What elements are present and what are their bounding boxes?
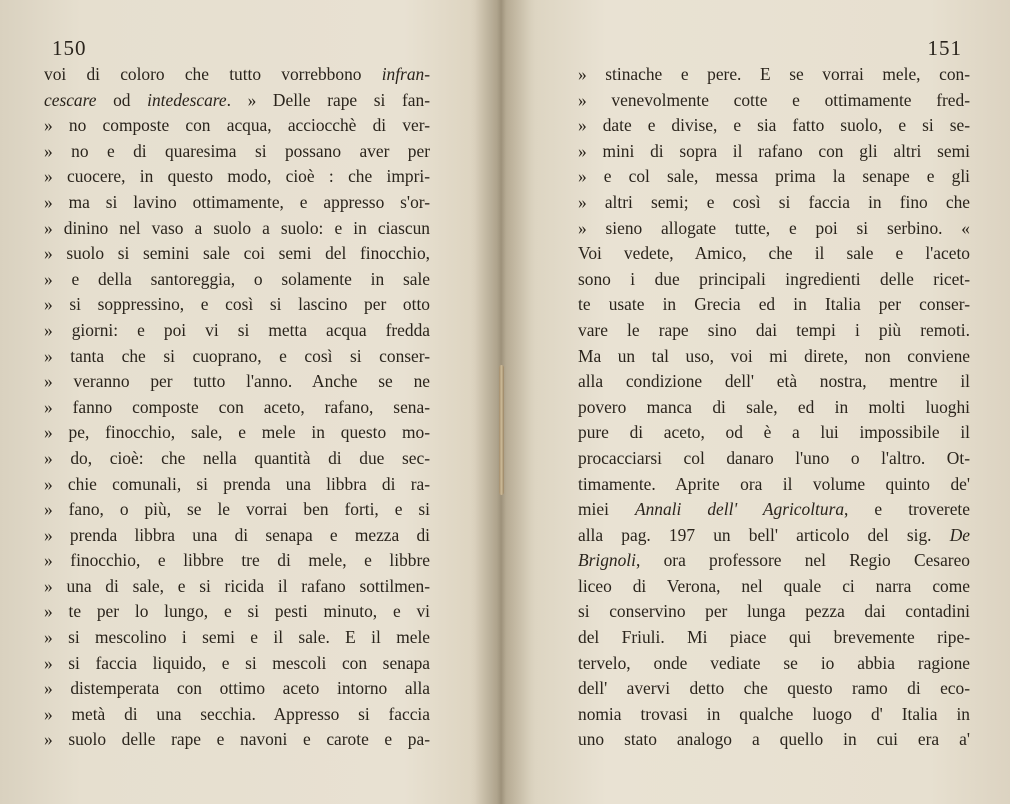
text-line: tervelo, onde vediate se io abbia ragione [578, 652, 970, 673]
text-line: miei Annali dell' Agricoltura, e troverete [578, 499, 970, 520]
italic-text: intedescare [147, 89, 227, 110]
text-line: » cuocere, in questo modo, cioè : che impri- [44, 166, 430, 187]
text-line: » una di sale, e si ricida il rafano sottilmen- [44, 575, 430, 596]
text-line: Brignoli, ora professore nel Regio Cesareo [578, 550, 970, 571]
text-line: » stinache e pere. E se vorrai mele, con- [578, 64, 970, 84]
text-line: cescare od intedescare. » Delle rape si fan- [44, 89, 430, 110]
text-line: dell' avervi detto che questo ramo di eco- [578, 678, 970, 699]
text-line: alla condizione dell' età nostra, mentre il [578, 371, 970, 392]
text-line: » si soppressino, e così si lascino per otto [44, 294, 430, 315]
italic-text: infran- [381, 64, 430, 84]
text-line: del Friuli. Mi piace qui brevemente ripe- [578, 627, 970, 648]
text-line: te usate in Grecia ed in Italia per conser- [578, 294, 970, 315]
text-line: » suolo delle rape e navoni e carote e pa- [44, 729, 430, 750]
text-line: si conservino per lunga pezza dai contadini [578, 601, 970, 622]
text-line: » do, cioè: che nella quantità di due sec- [44, 447, 430, 468]
text-line: » veranno per tutto l'anno. Anche se ne [44, 371, 430, 392]
text-line: » e col sale, messa prima la senape e gli [578, 166, 970, 187]
text-line: liceo di Verona, nel quale ci narra come [578, 575, 970, 596]
text-line: » venevolmente cotte e ottimamente fred- [578, 89, 970, 110]
left-page-number: 150 [52, 36, 87, 60]
left-page [0, 0, 500, 804]
text-line: » te per lo lungo, e si pesti minuto, e vi [44, 601, 430, 622]
text-line: pure di aceto, od è a lui impossibile il [578, 422, 970, 443]
text-line: » finocchio, e libbre tre di mele, e libbre [44, 550, 430, 571]
text-line: » altri semi; e così si faccia in fino che [578, 191, 970, 212]
right-page-text [578, 62, 970, 753]
text-line: Voi vedete, Amico, che il sale e l'aceto [578, 243, 970, 264]
text-line: sono i due principali ingredienti delle ricet- [578, 268, 970, 289]
text-line: » date e divise, e sia fatto suolo, e si se- [578, 115, 970, 136]
text-line: » distemperata con ottimo aceto intorno alla [44, 678, 430, 699]
text-line: » dinino nel vaso a suolo a suolo: e in ciascun [44, 217, 430, 238]
italic-text: Brignoli [578, 550, 636, 571]
text-line: voi di coloro che tutto vorrebbono infran- [44, 64, 430, 84]
right-page-number: 151 [927, 36, 962, 60]
text-line: » mini di sopra il rafano con gli altri semi [578, 140, 970, 161]
text-line: » si mescolino i semi e il sale. E il mele [44, 627, 430, 648]
text-line: » metà di una secchia. Appresso si faccia [44, 703, 430, 724]
text-line: » fano, o più, se le vorrai ben forti, e si [44, 499, 430, 520]
text-line: » prenda libbra una di senapa e mezza di [44, 524, 430, 545]
text-line: » si faccia liquido, e si mescoli con senapa [44, 652, 430, 673]
text-line: uno stato analogo a quello in cui era a' [578, 729, 970, 750]
text-line: » fanno composte con aceto, rafano, sena- [44, 396, 430, 417]
text-line: » chie comunali, si prenda una libbra di ra- [44, 473, 430, 494]
text-line: » ma si lavino ottimamente, e appresso s'or- [44, 191, 430, 212]
right-page [502, 0, 1010, 804]
text-line: » no e di quaresima si possano aver per [44, 140, 430, 161]
text-line: » e della santoreggia, o solamente in sale [44, 268, 430, 289]
text-line: timamente. Aprite ora il volume quinto de' [578, 473, 970, 494]
text-line: povero manca di sale, ed in molti luoghi [578, 396, 970, 417]
text-line: » pe, finocchio, sale, e mele in questo mo- [44, 422, 430, 443]
text-line: » giorni: e poi vi si metta acqua fredda [44, 319, 430, 340]
left-page-text [44, 62, 430, 753]
text-line: Ma un tal uso, voi mi direte, non conviene [578, 345, 970, 366]
text-line: » suolo si semini sale coi semi del finocchio, [44, 243, 430, 264]
text-line: » no composte con acqua, acciocchè di ver- [44, 115, 430, 136]
text-line: » tanta che si cuoprano, e così si conser- [44, 345, 430, 366]
text-line: nomia trovasi in qualche luogo d' Italia in [578, 703, 970, 724]
italic-text: cescare [44, 89, 97, 110]
text-line: vare le rape sino dai tempi i più remoti. [578, 319, 970, 340]
text-line: procacciarsi col danaro l'uno o l'altro. Ot- [578, 447, 970, 468]
text-line: alla pag. 197 un bell' articolo del sig. De [578, 524, 970, 545]
italic-text: Annali dell' Agricoltura [634, 499, 845, 520]
italic-text: De [949, 524, 970, 545]
text-line: » sieno allogate tutte, e poi si serbino. « [578, 217, 970, 238]
